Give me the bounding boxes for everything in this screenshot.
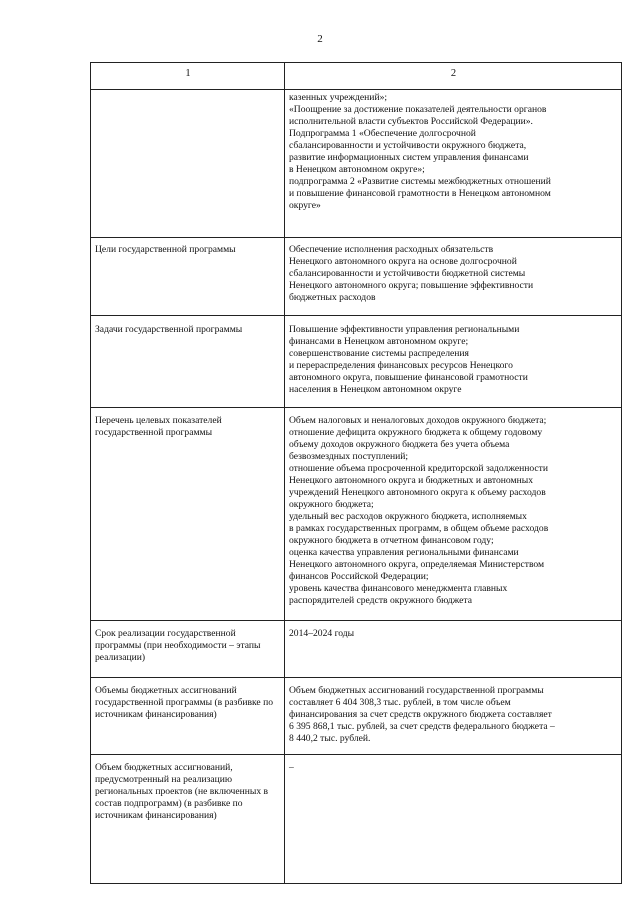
value-line: 2014–2024 годы [289, 628, 355, 639]
value-line: совершенствование системы распределения [289, 348, 469, 359]
table-row [91, 90, 622, 238]
value-line: населения в Ненецком автономном округе [289, 384, 462, 395]
value-line: финансов Российской Федерации; [289, 571, 429, 582]
table-header-row [91, 63, 622, 90]
value-line: и перераспределения финансовых ресурсов Ненецкого [289, 360, 513, 371]
value-line: Ненецкого автономного округа, определяемая Министерством [289, 559, 545, 570]
value-line: составляет 6 404 308,3 тыс. рублей, в том числе объем [289, 697, 511, 708]
row-value [285, 90, 622, 238]
value-line: и повышение финансовой грамотности в Ненецком автономном [289, 188, 551, 199]
page-number: 2 [317, 33, 323, 45]
value-line: исполнительной власти субъектов Российской Федерации». [289, 116, 533, 127]
row-value [285, 678, 622, 755]
row-value [285, 408, 622, 621]
row-value [285, 755, 622, 884]
value-line: оценка качества управления региональными финансами [289, 547, 519, 558]
value-line: распорядителей средств окружного бюджета [289, 595, 472, 606]
value-line: округе» [289, 200, 321, 211]
value-line: Объем налоговых и неналоговых доходов окружного бюджета; [289, 415, 547, 426]
value-line: автономного округа, повышение финансовой грамотности [289, 372, 528, 383]
column-header-1: 1 [91, 63, 285, 90]
value-line: в рамках государственных программ, в общем объеме расходов [289, 523, 549, 534]
value-line: 8 440,2 тыс. рублей. [289, 733, 371, 744]
value-line: финансирования за счет средств окружного бюджета составляет [289, 709, 552, 720]
row-label: Цели государственной программы [91, 238, 285, 316]
table-row [91, 755, 622, 884]
value-line: сбалансированности и устойчивости окружного бюджета, [289, 140, 527, 151]
table-row [91, 238, 622, 316]
value-line: казенных учреждений»; [289, 92, 388, 103]
table-row [91, 678, 622, 755]
value-line: Ненецкого автономного округа и бюджетных и автономных [289, 475, 533, 486]
value-line: безвозмездных поступлений; [289, 451, 409, 462]
row-label: Срок реализации государственной программы (при необходимости – этапы реализации) [91, 621, 285, 678]
value-line: окружного бюджета; [289, 499, 374, 510]
row-value [285, 621, 622, 678]
value-line: Ненецкого автономного округа на основе долгосрочной [289, 256, 517, 267]
value-line: в Ненецком автономном округе»; [289, 164, 425, 175]
value-line: Обеспечение исполнения расходных обязательств [289, 244, 494, 255]
value-line: уровень качества финансового менеджмента главных [289, 583, 508, 594]
value-line: объему доходов окружного бюджета без учета объема [289, 439, 510, 450]
table-row [91, 316, 622, 408]
value-line: бюджетных расходов [289, 292, 376, 303]
value-line: учреждений Ненецкого автономного округа к объему расходов [289, 487, 546, 498]
value-line: развитие информационных систем управления финансами [289, 152, 529, 163]
value-line: сбалансированности и устойчивости бюджетной системы [289, 268, 526, 279]
value-line: финансами в Ненецком автономном округе; [289, 336, 469, 347]
program-passport-table [90, 62, 622, 884]
row-label: Объем бюджетных ассигнований, предусмотренный на реализацию региональных проектов (не включенных в состав подпрограмм) (в разбивке по источникам финансирования) [91, 755, 285, 884]
row-value [285, 316, 622, 408]
table-row [91, 408, 622, 621]
value-line: Ненецкого автономного округа; повышение эффективности [289, 280, 534, 291]
column-header-2: 2 [285, 63, 622, 90]
value-line: «Поощрение за достижение показателей деятельности органов [289, 104, 547, 115]
value-line: подпрограмма 2 «Развитие системы межбюджетных отношений [289, 176, 551, 187]
value-line: 6 395 868,1 тыс. рублей, за счет средств федерального бюджета – [289, 721, 555, 732]
row-label [91, 90, 285, 238]
value-line: Подпрограмма 1 «Обеспечение долгосрочной [289, 128, 476, 139]
row-label: Задачи государственной программы [91, 316, 285, 408]
value-line: Повышение эффективности управления региональными [289, 324, 520, 335]
value-line: – [289, 762, 294, 773]
row-label: Перечень целевых показателей государственной программы [91, 408, 285, 621]
row-value [285, 238, 622, 316]
value-line: отношение объема просроченной кредиторской задолженности [289, 463, 548, 474]
row-label: Объемы бюджетных ассигнований государственной программы (в разбивке по источникам финансирования) [91, 678, 285, 755]
value-line: Объем бюджетных ассигнований государственной программы [289, 685, 544, 696]
value-line: удельный вес расходов окружного бюджета, исполняемых [289, 511, 527, 522]
value-line: отношение дефицита окружного бюджета к общему годовому [289, 427, 543, 438]
value-line: окружного бюджета в отчетном финансовом году; [289, 535, 494, 546]
table-row [91, 621, 622, 678]
